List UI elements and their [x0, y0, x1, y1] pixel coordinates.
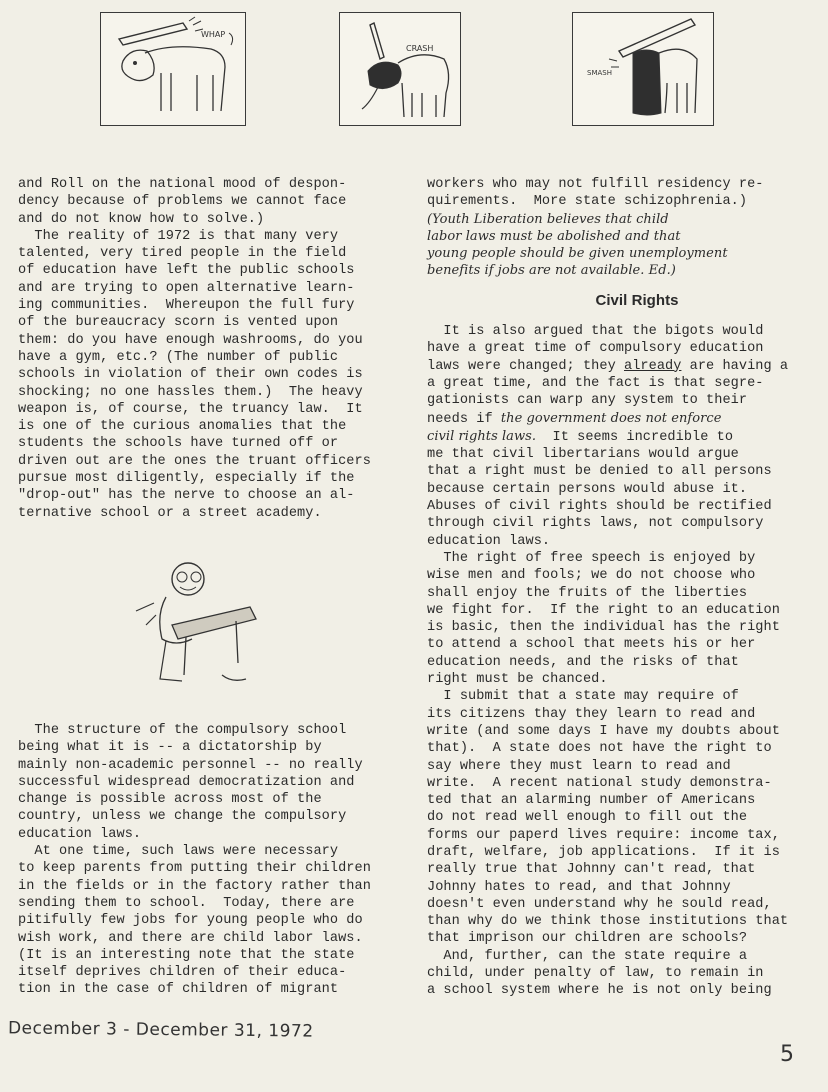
- text-line: that a right must be denied to all persons: [427, 464, 772, 480]
- text-line: The reality of 1972 is that many very: [18, 228, 339, 244]
- text-line: "drop-out" has the nerve to choose an al-: [18, 488, 355, 504]
- text-line: shocking; no one hassles them.) The heavy: [18, 384, 363, 400]
- editor-note-line: young people should be given unemployment: [427, 246, 728, 262]
- text-line: doesn't even understand why he sould read,: [427, 896, 772, 912]
- text-line: students the schools have turned off or: [18, 436, 339, 452]
- text-line: its citizens thay they learn to read and: [427, 706, 756, 722]
- text-line: write. A recent national study demonstra-: [427, 775, 772, 791]
- text-line: pitifully few jobs for young people who do: [18, 913, 363, 929]
- text-line: of the bureaucracy scorn is vented upon: [18, 315, 339, 331]
- text-line: education needs, and the risks of that: [427, 654, 739, 670]
- text-line: have a great time of compulsory education: [427, 341, 764, 357]
- text-line: quirements. More state schizophrenia.): [427, 194, 748, 210]
- text-line: and do not know how to solve.): [18, 211, 265, 227]
- text-line: sending them to school. Today, there are: [18, 895, 355, 911]
- text-line: wise men and fools; we do not choose who: [427, 568, 756, 584]
- text-line: itself deprives children of their educa-: [18, 965, 347, 981]
- text-line: driven out are the ones the truant officers: [18, 453, 371, 469]
- text-line: At one time, such laws were necessary: [18, 844, 339, 860]
- text-line: weapon is, of course, the truancy law. It: [18, 401, 363, 417]
- text-line: and Roll on the national mood of despon-: [18, 177, 347, 192]
- text-line: schools in violation of their own codes is: [18, 367, 363, 383]
- right-column: [427, 176, 827, 1000]
- editor-note-line: benefits if jobs are not available. Ed.): [427, 263, 676, 279]
- page-number: 5: [780, 1042, 794, 1067]
- text-line: Johnny hates to read, and that Johnny: [427, 879, 731, 895]
- text-line: workers who may not fulfill residency re-: [427, 177, 764, 192]
- left-column-bottom: [18, 722, 390, 999]
- text-line: education laws.: [427, 533, 551, 549]
- text-line: really true that Johnny can't read, that: [427, 862, 756, 878]
- cartoon-panel-smash: [572, 12, 714, 126]
- sound-effect-whap: WHAP: [201, 30, 226, 39]
- cartoon-panel-whap: [100, 12, 246, 126]
- text-line: is basic, then the individual has the right: [427, 620, 780, 636]
- text-line: that). A state does not have the right to: [427, 741, 772, 757]
- text-line: in the fields or in the factory rather than: [18, 878, 371, 894]
- text-line: successful widespread democratization and: [18, 774, 355, 790]
- text-line: dency because of problems we cannot face: [18, 194, 347, 210]
- italic-fragment: civil rights laws.: [427, 428, 537, 444]
- text-line: gationists can warp any system to their: [427, 393, 748, 409]
- text-fragment: are having a: [681, 358, 789, 374]
- text-line: The structure of the compulsory school: [18, 723, 347, 738]
- dog-smash-illustration: [573, 13, 713, 125]
- text-line: them: do you have enough washrooms, do you: [18, 332, 363, 348]
- text-line: ternative school or a street academy.: [18, 505, 322, 521]
- text-line: write (and some days I have my doubts about: [427, 723, 780, 739]
- text-line: country, unless we change the compulsory: [18, 809, 347, 825]
- text-line: [427, 410, 827, 428]
- text-line: through civil rights laws, not compulsory: [427, 516, 764, 532]
- section-heading-civil-rights: Civil Rights: [595, 291, 679, 309]
- dog-whap-illustration: [101, 13, 245, 125]
- text-line: have a gym, etc.? (The number of public: [18, 349, 339, 365]
- text-line: that imprison our children are schools?: [427, 931, 748, 947]
- text-line: [427, 358, 827, 375]
- text-line: It is also argued that the bigots would: [427, 324, 764, 340]
- text-line: Abuses of civil rights should be rectified: [427, 499, 772, 515]
- sound-effect-crash: CRASH: [406, 44, 434, 53]
- text-fragment: needs if: [427, 411, 501, 427]
- text-line: a great time, and the fact is that segre-: [427, 375, 764, 391]
- text-line: ted that an alarming number of Americans: [427, 793, 756, 809]
- text-line: because certain persons would abuse it.: [427, 481, 748, 497]
- text-line: being what it is -- a dictatorship by: [18, 740, 322, 756]
- left-column-top: [18, 176, 390, 522]
- text-line: talented, very tired people in the field: [18, 246, 347, 262]
- text-line: of education have left the public schools: [18, 263, 355, 279]
- text-fragment: It seems incredible to: [536, 429, 734, 445]
- text-line: ing communities. Whereupon the full fury: [18, 298, 355, 314]
- text-line: change is possible across most of the: [18, 792, 322, 808]
- editor-note-line: labor laws must be abolished and that: [427, 228, 681, 244]
- text-line: to keep parents from putting their children: [18, 861, 371, 877]
- text-line: and are trying to open alternative learn-: [18, 280, 355, 296]
- handwritten-date: December 3 - December 31, 1972: [7, 1018, 314, 1042]
- italic-fragment: the government does not enforce: [500, 410, 722, 426]
- text-line: is one of the curious anomalies that the: [18, 419, 347, 435]
- text-line: right must be chanced.: [427, 672, 608, 688]
- text-line: (It is an interesting note that the state: [18, 947, 355, 963]
- text-line: do not read well enough to fill out the: [427, 810, 748, 826]
- text-line: child, under penalty of law, to remain in: [427, 966, 764, 982]
- text-line: The right of free speech is enjoyed by: [427, 550, 756, 566]
- text-line: say where they must learn to read and: [427, 758, 731, 774]
- text-line: tion in the case of children of migrant: [18, 982, 339, 998]
- text-line: me that civil libertarians would argue: [427, 447, 739, 463]
- underlined-word: already: [623, 358, 682, 374]
- text-line: we fight for. If the right to an education: [427, 602, 780, 618]
- text-line: [427, 428, 827, 446]
- editor-note-line: (Youth Liberation believes that child: [427, 211, 669, 227]
- text-line: pursue most diligently, especially if the: [18, 471, 355, 487]
- sound-effect-smash: SMASH: [587, 69, 612, 77]
- text-line: mainly non-academic personnel -- no really: [18, 757, 363, 773]
- text-line: shall enjoy the fruits of the liberties: [427, 585, 748, 601]
- text-line: to attend a school that meets his or her: [427, 637, 756, 653]
- text-line: draft, welfare, job applications. If it is: [427, 844, 780, 860]
- text-line: than why do we think those institutions that: [427, 914, 789, 930]
- text-line: education laws.: [18, 826, 142, 842]
- dog-crash-illustration: [340, 13, 460, 125]
- text-line: wish work, and there are child labor laws.: [18, 930, 363, 946]
- cartoon-panel-crash: [339, 12, 461, 126]
- student-at-desk-illustration: [126, 555, 276, 695]
- text-line: I submit that a state may require of: [427, 689, 739, 705]
- text-line: forms our paperd lives require: income tax,: [427, 827, 780, 843]
- text-line: a school system where he is not only being: [427, 983, 772, 999]
- text-fragment: laws were changed; they: [427, 358, 624, 374]
- text-line: And, further, can the state require a: [427, 948, 748, 964]
